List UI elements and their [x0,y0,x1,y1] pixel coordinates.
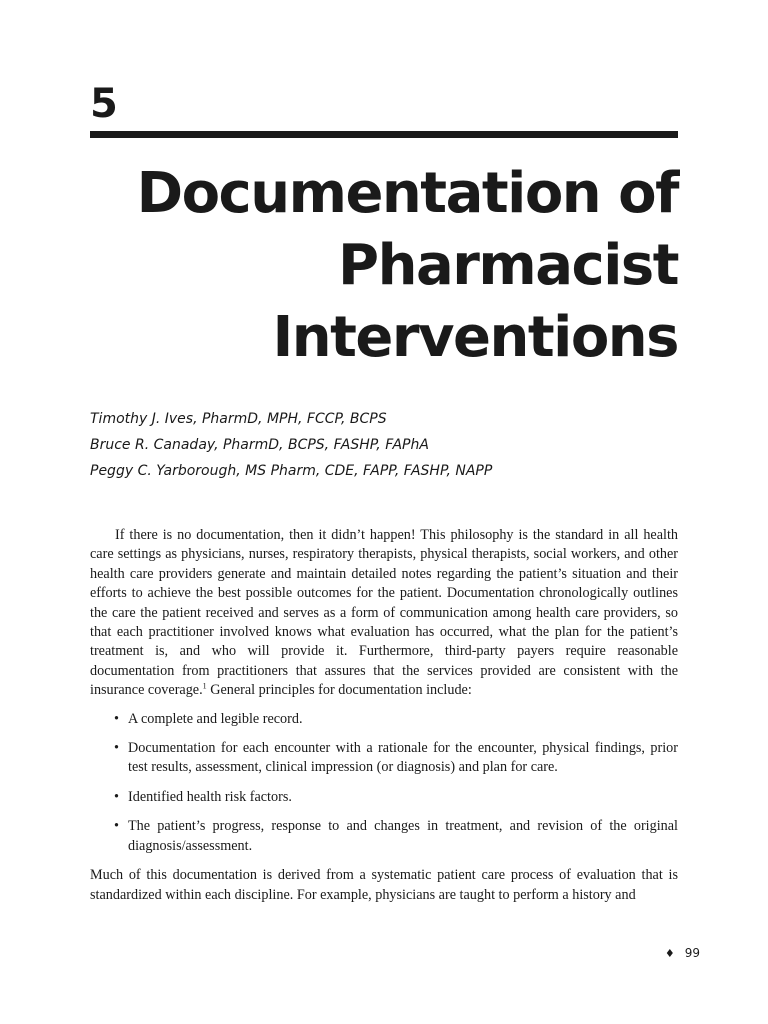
list-item: • The patient’s progress, response to and changes in treatment, and revision of the original diagnosis/assessment. [114,818,678,854]
list-item: • Identified health risk factors. [90,788,678,807]
list-item: • A complete and legible record. [90,710,678,729]
reference-superscript: 1 [202,681,207,691]
principles-list [90,710,678,856]
bullet-icon: • [114,710,119,727]
intro-text: If there is no documentation, then it didn’t happen! This philosophy is the standard in all health care settings as physicians, nurses, respiratory therapists, physical therapists, social workers, and other health care providers generate and maintain detailed notes regarding the patient’s situation and their efforts to achieve the best possible outcomes for the patient. Documentation chronologically outlines the care the patient received and serves as a form of communication among health care providers, so that each practitioner involved knows what evaluation has occurred, what the plan for the patient’s treatment is, and who will provide it. Furthermore, third-party payers require reasonable documentation from practitioners that assures that the services provided are consistent with the insurance coverage. [90,527,678,699]
intro-paragraph [90,526,678,701]
author: Timothy J. Ives, PharmD, MPH, FCCP, BCPS [90,411,387,427]
bullet-icon: • [114,788,119,805]
intro-tail: General principles for documentation include: [206,682,472,699]
chapter-title-line: Documentation of [136,161,678,226]
author-list [90,406,678,484]
page-footer [665,946,700,960]
chapter-title-line: Pharmacist [338,233,678,298]
author: Peggy C. Yarborough, MS Pharm, CDE, FAPP, FASHP, NAPP [90,463,493,479]
chapter-title [90,158,678,374]
page-number: 99 [684,946,700,960]
body-text [90,526,678,905]
author: Bruce R. Canaday, PharmD, BCPS, FASHP, FAPhA [90,437,429,453]
bullet-icon: • [114,818,119,835]
chapter-number: 5 [90,81,118,127]
diamond-icon: ♦ [664,947,675,960]
chapter-title-line: Interventions [272,305,678,370]
chapter-rule [90,131,678,138]
list-item: • Documentation for each encounter with a rationale for the encounter, physical findings, prior test results, assessment, clinical impression (or diagnosis) and plan for care. [114,740,678,776]
closing-paragraph: Much of this documentation is derived from a systematic patient care process of evaluation that is standardized within each discipline. For example, physicians are taught to perform a history and [90,867,678,903]
bullet-icon: • [114,740,119,757]
